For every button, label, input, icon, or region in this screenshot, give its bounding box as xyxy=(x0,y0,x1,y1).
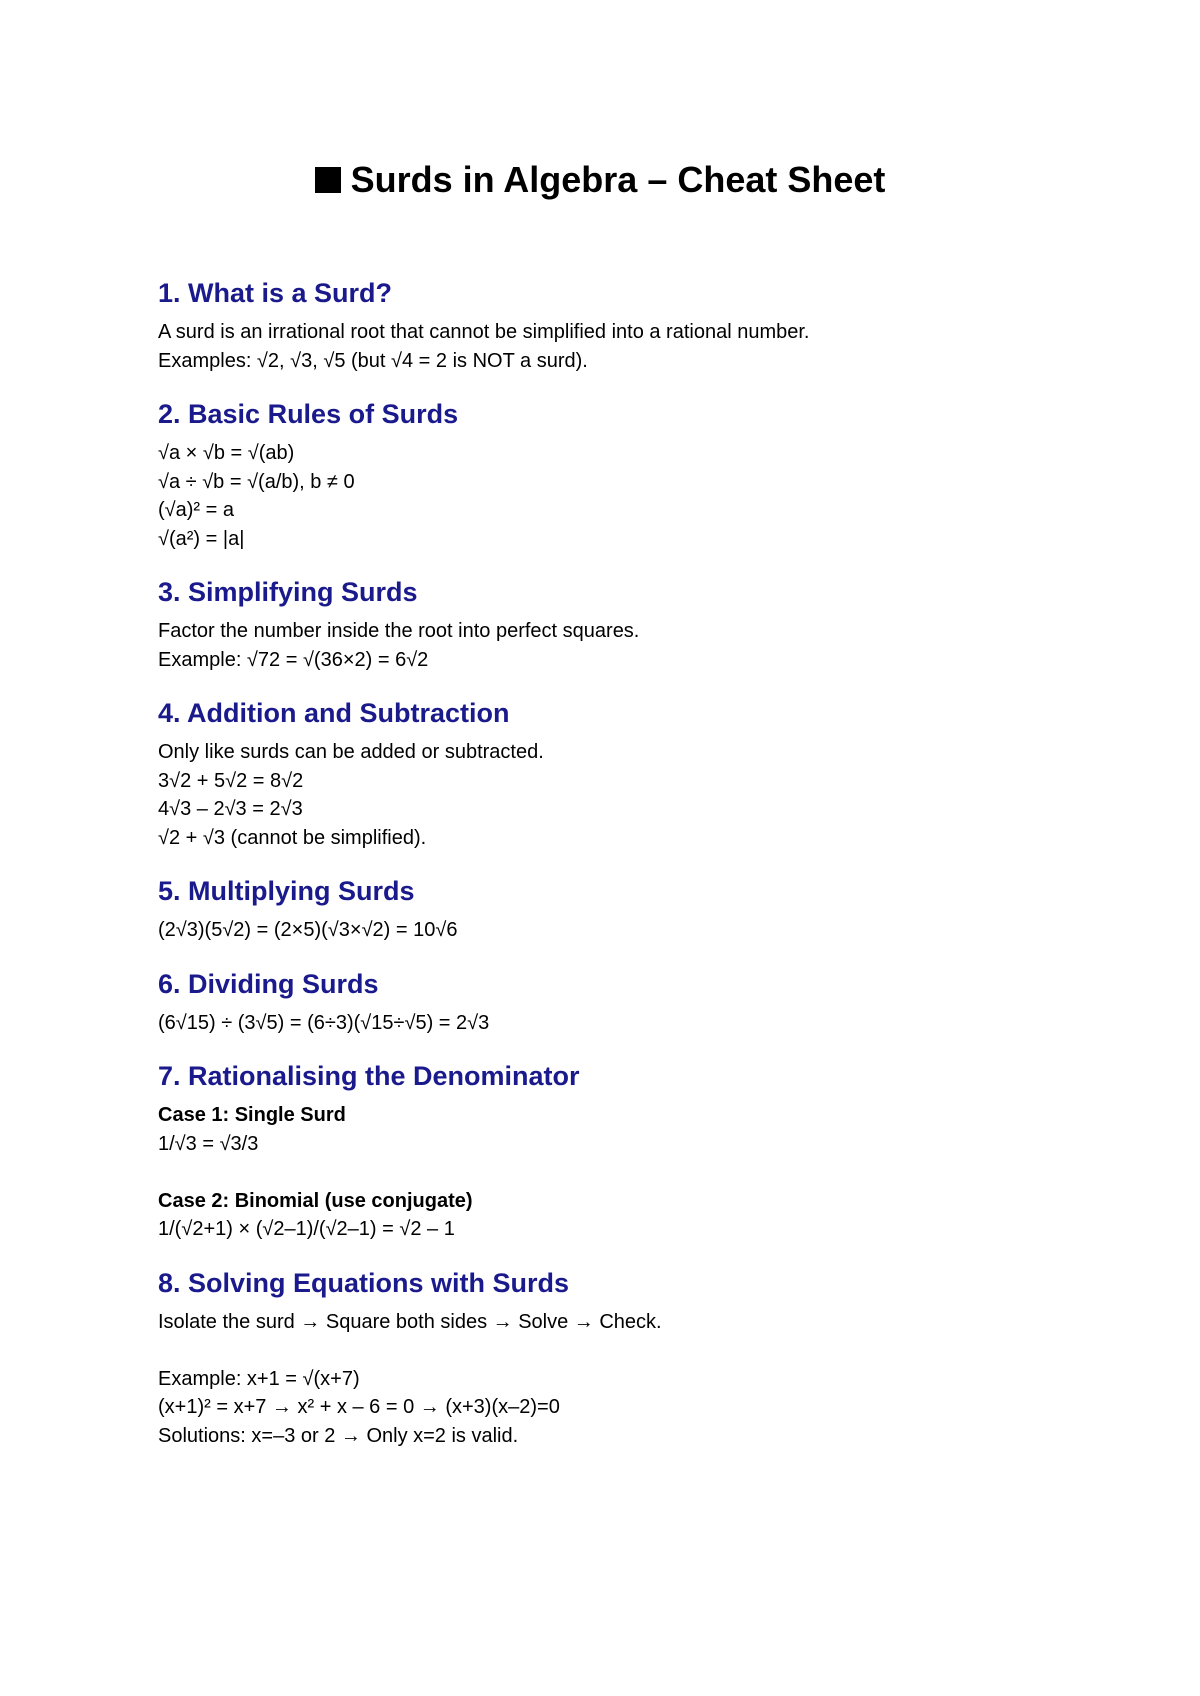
formula-line: (√a)² = a xyxy=(158,499,234,521)
section-multiplying-surds xyxy=(158,874,1058,945)
case-label: Case 2: Binomial (use conjugate) xyxy=(158,1189,473,1212)
section-heading: 5. Multiplying Surds xyxy=(158,876,415,906)
body-line: Factor the number inside the root into perfect squares. xyxy=(158,620,640,642)
section-simplifying-surds xyxy=(158,575,1058,674)
section-heading: 8. Solving Equations with Surds xyxy=(158,1267,570,1298)
formula-line: 1/√3 = √3/3 xyxy=(158,1132,259,1155)
spacer xyxy=(158,1336,1058,1365)
formula-line: √a × √b = √(ab) xyxy=(158,442,295,464)
section-heading: 7. Rationalising the Denominator xyxy=(158,1061,580,1091)
section-heading: 6. Dividing Surds xyxy=(158,968,379,999)
section-addition-subtraction xyxy=(158,696,1058,852)
section-heading: 3. Simplifying Surds xyxy=(158,577,418,607)
formula-line: (2√3)(5√2) = (2×5)(√3×√2) = 10√6 xyxy=(158,919,458,941)
formula-line: Example: √72 = √(36×2) = 6√2 xyxy=(158,648,429,671)
section-rationalising xyxy=(158,1059,1058,1244)
body-line: Only like surds can be added or subtracted. xyxy=(158,741,544,763)
formula-line: Solutions: x=–3 or 2 → Only x=2 is valid. xyxy=(158,1424,519,1447)
formula-line: 1/(√2+1) × (√2–1)/(√2–1) = √2 – 1 xyxy=(158,1218,455,1240)
page-title xyxy=(0,158,1200,202)
cheat-sheet-content xyxy=(158,276,1058,1472)
formula-line: √a ÷ √b = √(a/b), b ≠ 0 xyxy=(158,470,355,493)
formula-line: (6√15) ÷ (3√5) = (6÷3)(√15÷√5) = 2√3 xyxy=(158,1011,490,1034)
formula-line: 3√2 + 5√2 = 8√2 xyxy=(158,769,304,792)
section-dividing-surds xyxy=(158,967,1058,1038)
spacer xyxy=(158,1158,1058,1187)
section-solving-equations xyxy=(158,1266,1058,1451)
formula-line: Example: x+1 = √(x+7) xyxy=(158,1367,360,1390)
black-square-icon xyxy=(315,167,341,193)
formula-line: √(a²) = |a| xyxy=(158,527,245,550)
body-line: A surd is an irrational root that cannot be simplified into a rational number. xyxy=(158,321,810,343)
formula-line: 4√3 – 2√3 = 2√3 xyxy=(158,798,303,820)
section-what-is-a-surd xyxy=(158,276,1058,375)
body-line: Examples: √2, √3, √5 (but √4 = 2 is NOT a surd). xyxy=(158,349,588,372)
section-heading: 1. What is a Surd? xyxy=(158,278,393,308)
formula-line: √2 + √3 (cannot be simplified). xyxy=(158,826,427,849)
formula-line: (x+1)² = x+7 → x² + x – 6 = 0 → (x+3)(x–2)=0 xyxy=(158,1396,560,1418)
body-line: Isolate the surd → Square both sides → Solve → Check. xyxy=(158,1310,662,1333)
section-heading: 2. Basic Rules of Surds xyxy=(158,399,459,429)
case-label: Case 1: Single Surd xyxy=(158,1104,346,1126)
section-heading: 4. Addition and Subtraction xyxy=(158,698,510,728)
section-basic-rules xyxy=(158,397,1058,553)
page-title-text: Surds in Algebra – Cheat Sheet xyxy=(350,159,886,200)
